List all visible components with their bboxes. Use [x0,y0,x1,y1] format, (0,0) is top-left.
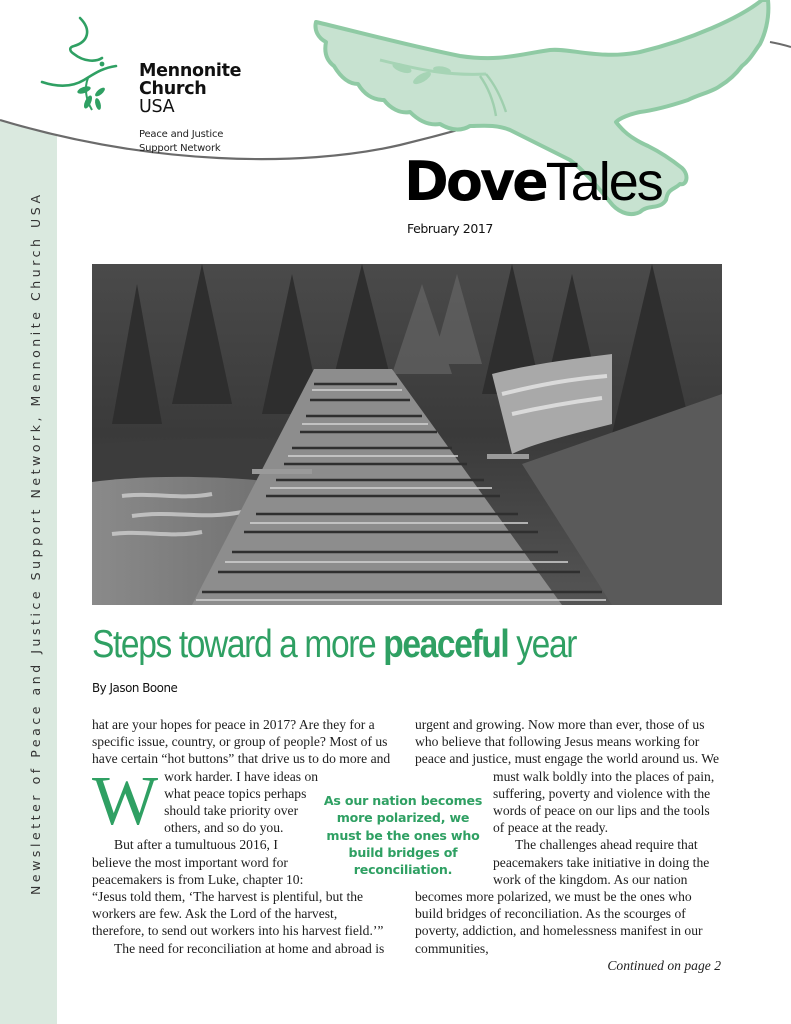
col1-paragraph-3: The need for reconciliation at home and abroad is [114,940,385,956]
dove-with-olive-branch-icon [40,16,120,116]
masthead-title-light: Tales [545,152,662,212]
masthead-title-bold: Dove [404,150,546,213]
org-name-line1: Mennonite [139,61,242,81]
continued-on-page-link[interactable]: Continued on page 2 [607,957,721,973]
article-headline [92,622,576,668]
article-column-2 [415,716,721,974]
col1-paragraph-1: hat are your hopes for peace in 2017? Are they for a specific issue, country, or group of people? Most of us have certain “hot buttons” that drive us to do more and work harder. I have ideas on what peace topics perhaps should take priority over others, and so do you. [92,717,391,836]
network-name-line2: Support Network [139,143,221,154]
headline-bold: peaceful [383,623,509,666]
pullquote-spacer-right [415,768,493,872]
network-name-line1: Peace and Justice [139,129,224,140]
col2-paragraph-2: The challenges ahead require that peacemakers take initiative in doing the work of the kingdom. As our nation becomes more polarized, we must be the ones who build bridges of reconciliation. As the scourges of poverty, addiction, and homelessness manifest in our communities, [415,837,710,956]
issue-date: February 2017 [407,221,493,236]
pull-quote: As our nation becomes more polarized, we must be the ones who build bridges of reconciliation. [323,793,483,878]
headline-post: year [508,623,577,666]
col2-paragraph-1: urgent and growing. Now more than ever, those of us who believe that following Jesus means working for peace and justice, must engage the world around us. We must walk boldly into the places of pain, suffering, poverty and violence with the words of peace on our lips and the tools of peace at the ready. [415,717,720,836]
network-name [139,128,223,156]
drop-cap: W [92,763,159,840]
org-name-line2: Church [139,79,207,99]
masthead-title [404,152,662,212]
wooden-plank-bridge-over-river-photo [92,264,722,605]
sidebar-tagline: Newsletter of Peace and Justice Support Network, Mennonite Church USA [28,191,43,895]
article-byline: By Jason Boone [92,680,178,695]
headline-pre: Steps toward a more [92,623,384,666]
col1-paragraph-2: But after a tumultuous 2016, I believe the most important word for peacemakers is from Luke, chapter 10: “Jesus told them, ‘The harvest is plentiful, but the workers are few. Ask the Lord of the harvest, therefore, to send out workers into his harvest field.’” [92,837,384,939]
org-name-line3: USA [139,97,175,117]
org-name [139,62,241,116]
photo-illustration [92,264,722,605]
